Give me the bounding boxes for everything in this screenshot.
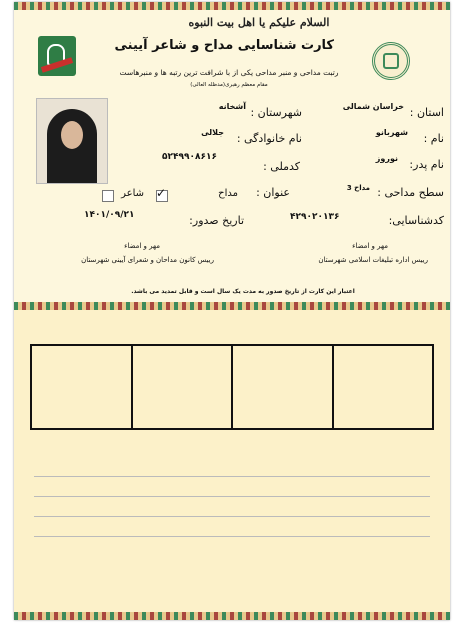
id-code-label: کدشناسایی: <box>388 214 444 227</box>
document-page <box>14 2 450 620</box>
id-card <box>14 2 450 310</box>
father-value: نوروز <box>375 154 398 163</box>
notes-line-3 <box>34 516 430 517</box>
title-label: عنوان : <box>256 186 290 199</box>
renewal-stamp-table <box>30 344 434 430</box>
shaer-option-label: شاعر <box>121 188 144 199</box>
national-id-value: ۵۲۴۹۹۰۸۶۱۶ <box>162 152 217 162</box>
member-photo <box>36 98 108 184</box>
card-title: کارت شناسایی مداح و شاعر آیینی <box>114 38 334 53</box>
shaer-checkbox[interactable] <box>102 190 114 202</box>
notes-line-4 <box>34 536 430 537</box>
notes-line-2 <box>34 496 430 497</box>
salutation: السلام علیکم یا اهل بیت النبوه <box>188 16 330 29</box>
renewal-cell-1 <box>332 346 433 428</box>
left-signatory-role: رییس کانون مداحان و شعرای آیینی شهرستان <box>81 256 214 264</box>
father-label: نام پدر: <box>409 158 444 171</box>
renewal-cell-2 <box>231 346 332 428</box>
province-label: استان : <box>409 106 444 119</box>
back-side <box>14 310 450 612</box>
madah-option-label: مداح <box>218 188 238 199</box>
right-signatory-role: رییس اداره تبلیغات اسلامی شهرستان <box>318 256 428 264</box>
decorative-border-top <box>14 2 450 10</box>
province-value: خراسان شمالی <box>342 102 404 111</box>
card-subtitle: رتبت مداحی و منبر مداحی یکی از با شرافت ترین رتبه ها و منبرهاست <box>119 68 339 77</box>
city-value: آشخانه <box>218 102 246 111</box>
notes-line-1 <box>34 476 430 477</box>
national-id-label: کدملی : <box>263 160 300 173</box>
right-stamp-label: مهر و امضاء <box>352 242 388 250</box>
renewal-cell-3 <box>131 346 232 428</box>
validity-note: اعتبار این کارت از تاریخ صدور به مدت یک سال است و قابل تمدید می باشد. <box>131 288 355 295</box>
islamic-propagation-seal-icon <box>372 42 410 80</box>
raised-hand-logo-icon <box>38 36 76 76</box>
decorative-border-bottom <box>14 302 450 310</box>
issue-date-label: تاریخ صدور: <box>189 214 244 227</box>
renewal-cell-4 <box>32 346 131 428</box>
city-label: شهرستان : <box>250 106 302 119</box>
family-label: نام خانوادگی : <box>236 132 302 145</box>
left-stamp-label: مهر و امضاء <box>124 242 160 250</box>
checkmark-icon: ✓ <box>156 186 167 200</box>
decorative-border-footer <box>14 612 450 620</box>
name-value: شهربانو <box>375 128 408 137</box>
level-value: مداح 3 <box>346 184 370 192</box>
issue-date-value: ۱۴۰۱/۰۹/۲۱ <box>84 210 135 220</box>
name-label: نام : <box>423 132 444 145</box>
level-label: سطح مداحی : <box>377 186 444 199</box>
quote-source: مقام معظم رهبری(مدظله العالی) <box>190 82 268 88</box>
id-code-value: ۴۲۹۰۲۰۱۳۶ <box>290 212 340 222</box>
family-value: جلالی <box>201 128 224 137</box>
